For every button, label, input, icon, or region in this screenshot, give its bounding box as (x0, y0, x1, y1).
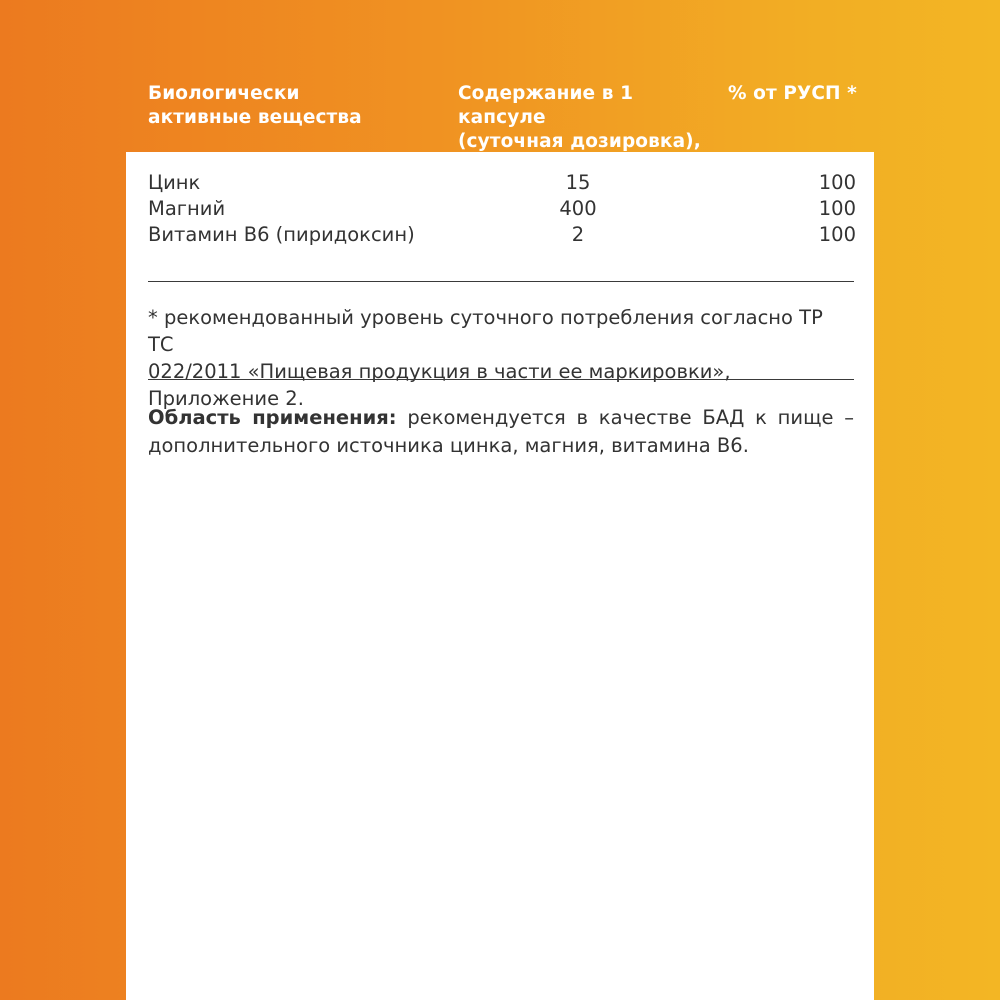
content-panel (126, 152, 874, 1000)
row-amount: 15 (565, 171, 591, 194)
table-row-zinc (148, 170, 856, 196)
header-percent: % от РУСП * (728, 83, 857, 104)
header-substances-line2: активные вещества (148, 107, 362, 128)
row-amount: 2 (571, 223, 585, 246)
header-content (458, 82, 718, 178)
header-content-line2: (суточная дозировка), мг (458, 131, 701, 176)
row-name: Магний (148, 197, 226, 220)
header-substances (148, 82, 448, 130)
row-percent: 100 (818, 197, 856, 220)
row-name: Витамин В6 (пиридоксин) (148, 223, 415, 246)
row-percent: 100 (818, 171, 856, 194)
divider-bottom (148, 379, 854, 380)
table-row-magnesium (148, 196, 856, 222)
divider-top (148, 281, 854, 282)
footnote-line2: 022/2011 «Пищевая продукция в части ее маркировки», Приложение 2. (148, 360, 731, 410)
header-substances-line1: Биологически (148, 83, 300, 104)
usage-text: рекомендуется в качестве БАД к пище – дополнительного источника цинка, магния, витамина В6. (148, 406, 854, 457)
header-content-line1: Содержание в 1 капсуле (458, 83, 634, 128)
footnote (148, 304, 854, 412)
usage-label: Область применения: (148, 406, 397, 429)
footnote-line1: * рекомендованный уровень суточного потребления согласно ТР ТС (148, 306, 823, 356)
row-amount: 400 (559, 197, 597, 220)
usage-paragraph (148, 404, 854, 460)
row-name: Цинк (148, 171, 201, 194)
row-percent: 100 (818, 223, 856, 246)
table-row-vitamin-b6 (148, 222, 856, 248)
